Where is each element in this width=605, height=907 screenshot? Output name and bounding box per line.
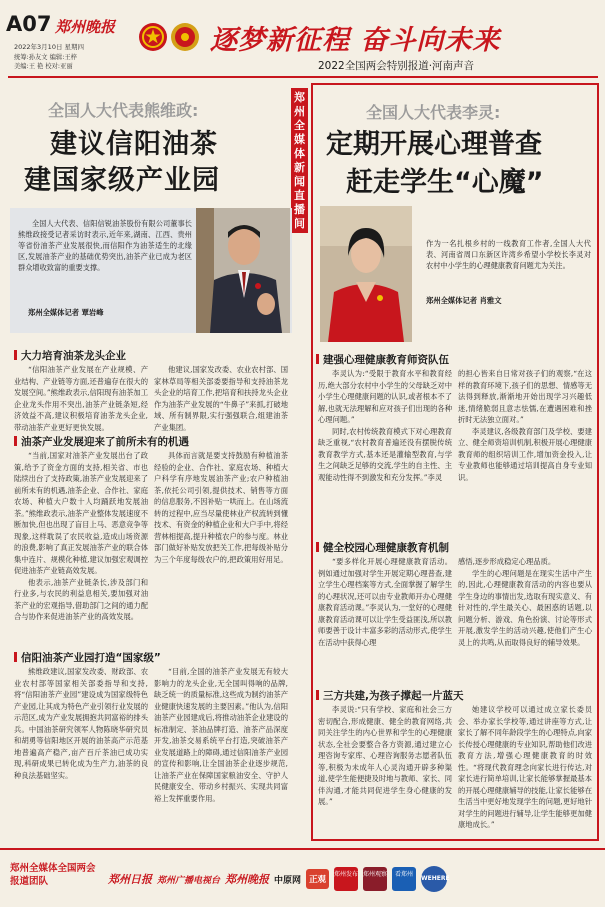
footer-label-text: 郑州全媒体全国两会报道团队 bbox=[10, 863, 96, 887]
footer-bar bbox=[0, 848, 605, 907]
right-s2-col-b bbox=[458, 556, 592, 648]
paper-name-logo: 郑州晚报 bbox=[55, 18, 116, 36]
issue-date: 2022年3月10日 星期四 bbox=[14, 43, 85, 51]
editors-line-1: 统筹:孙友文 编辑:王梓 bbox=[14, 54, 77, 61]
right-section-1-heading: 建强心理健康教育师资队伍 bbox=[316, 352, 449, 367]
left-headline-line-1: 建议信阳油茶 bbox=[50, 129, 218, 160]
left-s1-col-a bbox=[14, 364, 148, 433]
right-s2-paragraph: 学生的心理问题是在现实生活中产生的,因此,心理健康教育活动的内容也要从学生身边的事情出发,选取有现实意义、有针对性的,学生最关心、最困惑的话题,以问题分析、游戏、角色扮演、讨论等形式开展,激发学生的活动兴趣,使他们产生心灵上的共鸣,从而取得良好的辅导效果。 bbox=[458, 568, 592, 647]
left-section-3-heading: 信阳油茶产业园打造“国家级” bbox=[14, 650, 161, 665]
masthead-divider bbox=[8, 76, 598, 78]
footer-label bbox=[10, 862, 102, 888]
logo-zhengzhou-fabu: 郑州发布 bbox=[334, 867, 358, 891]
logo-wehere: WEHERE bbox=[421, 866, 447, 892]
right-s1-paragraph: 的担心皆来自日常对孩子们的观察,“在这样的教育环境下,孩子们的思想、情感等无法得到释放,渐渐地开始出现学习兴趣低迷,情绪脆弱且意志怯懦,在遭遇困难和挫折时无法独立面对。” bbox=[458, 369, 592, 424]
left-intro-text bbox=[18, 218, 192, 273]
left-s2-paragraph: “当前,国家对油茶产业发展出台了政策,给予了资金方面的支持,相关省、市也陆续出台了支持政策,油茶产业发展迎来了前所未有的机遇,油茶企业、合作社、家庭农场、种植大户数十人均踊跃地发展油茶。”熊维政表示,油茶产业整体发展速度不断加快,但也出现了盲目上马、恶意竞争等现象,这样耽误了农民收益,造成山场资源的浪费,影响了真正发展油茶产业的联合体集中连片、规模化种植,建议加强宏观调控促进油茶产业链高效发展。 bbox=[14, 451, 148, 575]
left-s2-paragraph: 他表示,油茶产业链条长,涉及部门和行业多,与农民的利益息相关,要加强对油茶产业的宏观指导,借助部门之间的通力配合与协作来促进油茶产业的高效发展。 bbox=[14, 577, 148, 621]
right-kicker: 全国人大代表李灵: bbox=[366, 103, 501, 122]
left-s2-col-b bbox=[154, 450, 288, 565]
left-s1-paragraph: 他建议,国家发改委、农业农村部、国家林草局等相关部委要指导和支持油茶龙头企业的培育工作,把培育和扶持龙头企业作为油茶产业发展的“牛鼻子”来抓,打破地域、所有制界限,实行强强联合,组建油茶产业集团。 bbox=[154, 365, 288, 432]
left-kicker: 全国人大代表熊维政: bbox=[48, 101, 199, 120]
footer-logos bbox=[108, 864, 602, 894]
masthead bbox=[0, 0, 605, 78]
page-number: A07 bbox=[6, 12, 52, 36]
right-s3-paragraph: 她建议学校可以通过成立家长委员会、举办家长学校等,通过讲座等方式,让家长了解不同年龄段学生的心理特点,向家长传授心理健康的专业知识,帮助他们改进教育方法,增强心理健康教育的时效性。“将现代教育理念向家长进行传达,对家长进行简单培训,让家长能够掌握最基本的开展心理健康辅导的技能,让家长能够在生活当中更好地发现学生的问题,更好地针对学生的问题进行辅导,让学生能够更加健康地成长。” bbox=[458, 705, 592, 829]
right-s1-col-b bbox=[458, 368, 592, 483]
left-byline: 郑州全媒体记者 覃岩峰 bbox=[28, 308, 104, 317]
left-s2-paragraph: 具体而言就是要支持鼓励有种植油茶经验的企业、合作社、家庭农场、种植大户科学有序地发展油茶产业;农户种植油茶,依托公司引领,提供技术、销售等方面的信息服务,不因补贴一哄而上。在山场流转的过程中,应当尽量使林业产权流转到懂技术、有资金的种植企业和大户手中,将经营林相提高,提升种植农户的参与度。林业部门做好补贴发放把关工作,把每级补贴分为三个年度每级农户的,把政策用好用足。 bbox=[154, 451, 288, 564]
right-section-2-heading: 健全校园心理健康教育机制 bbox=[316, 540, 449, 555]
left-headline-line-2: 建国家级产业园 bbox=[24, 165, 220, 196]
right-section-3-heading: 三方共建,为孩子撑起一片蓝天 bbox=[316, 688, 464, 703]
cppcc-emblem-icon bbox=[170, 22, 200, 52]
left-s3-paragraph: 熊维政建议,国家发改委、财政部、农业农村部等国家相关部委指导和支持,将“信阳油茶产业园”建设成为国家级特色产业园,让其成为特色产业引领行业发展的示范区,成为产业发展拥抱共同富裕的排头兵。中国油茶研究领军人物陈晓华研究员和胡勇等信阳地区开展的油茶高产示范基地普遍高产稳产,亩产百斤茶油已成功实现,科研成果已转化成为生产力,油茶的良种良法基础坚实。 bbox=[14, 667, 148, 780]
left-s1-col-b bbox=[154, 364, 288, 433]
national-emblem-icon bbox=[138, 22, 168, 52]
left-s2-col-a bbox=[14, 450, 148, 623]
masthead-subtitle-text: 2022全国两会特别报道·河南声音 bbox=[318, 60, 475, 72]
left-section-1-heading: 大力培育油茶龙头企业 bbox=[14, 348, 126, 363]
right-intro-body: 作为一名扎根乡村的一线教育工作者,全国人大代表、河南省周口东新区许湾乡希望小学校长李灵对农村中小学生的心理健康教育问题尤为关注。 bbox=[426, 239, 591, 270]
logo-zynews: 中原网 bbox=[274, 875, 302, 886]
left-s3-paragraph: “目前,全国的油茶产业发展无有较大影响力的龙头企业,无全国叫得响的品牌,缺乏统一的质量标准,这些成为制约油茶产业健康快速发展的主要因素。”他认为,信阳油茶产业园建成后,将推动油茶企业建设的标准制定、茶油品牌打造、油茶产品深度开发,油茶交易系统平台打造,突破油茶产业发展道路上的障碍,通过信阳油茶产业园的宣传和影响,让全国油茶企业逐步规范,让油茶产业在保障国家粮油安全、守护人民健康安全、带动乡村振兴、实现共同富裕上发挥重要作用。 bbox=[154, 667, 288, 803]
right-s2-paragraph: 感悟,逐步形成稳定心理品质。 bbox=[458, 557, 556, 566]
masthead-subtitle bbox=[318, 58, 474, 73]
left-s1-paragraph: “信阳油茶产业发展在产业规模、产业结构、产业链等方面,还普遍存在很大的发展空间。”熊维政表示,信阳现有油茶加工企业龙头作用不突出,油茶产业链条短,经济效益不高,建议积极培育油茶龙头企业,带动油茶产业更好更快发展。 bbox=[14, 365, 148, 432]
left-s3-col-b bbox=[154, 666, 288, 804]
vertical-banner-text: 郑州全媒体新闻直播间 bbox=[294, 91, 305, 230]
right-s2-paragraph: “要多样化开展心理健康教育活动。例如通过加强对学生开展定期心理普查,建立学生心理档案等方式,全面掌握了解学生的心理状况,还可以由专业教师开办心理健康教育活动课。”李灵认为,一堂好的心理健康教育活动课可以让学生受益匪浅,所以教师要善于设计丰富多彩的活动形式,使学生在活动中获得心理 bbox=[318, 557, 452, 647]
right-s1-col-a bbox=[318, 368, 452, 483]
right-byline: 郑州全媒体记者 肖雅文 bbox=[426, 296, 502, 305]
masthead-slogan: 逐梦新征程 奋斗向未来 bbox=[210, 25, 501, 56]
right-s3-col-b bbox=[458, 704, 592, 831]
photo-li-ling bbox=[320, 206, 412, 342]
right-s1-paragraph: 李灵建议,各级教育部门及学校、要建立、健全师资培训机制,积极开展心理健康教育师的组织培训工作,增加资金投入,让专业教师也能够通过培训提高自身专业知识。 bbox=[458, 426, 592, 482]
right-s3-paragraph: 李灵说:“只有学校、家庭和社会三方密切配合,形成健康、健全的教育网络,共同关注学生的内心世界和学生的心理健康状态,全社会要整合各方资源,通过建立心理咨询专家库、心理咨询服务志愿者队伍等,积极为未成年人心灵沟通开辟多种渠道,使学生能便捷及时地与教师、家长、同伴沟通,才能共同促进学生身心健康的发展。” bbox=[318, 705, 452, 806]
left-s3-col-a bbox=[14, 666, 148, 781]
right-headline-block bbox=[312, 84, 598, 204]
vertical-banner bbox=[291, 88, 308, 233]
logo-zhengzhou-evening: 郑州晚报 bbox=[225, 873, 270, 886]
right-intro-text bbox=[426, 238, 591, 271]
logo-zhengzhou-guancha: 郑州观察 bbox=[363, 867, 387, 891]
right-s3-col-a bbox=[318, 704, 452, 808]
left-section-2-heading: 油茶产业发展迎来了前所未有的机遇 bbox=[14, 434, 189, 449]
editors-line-2: 美编:王 艳 校对:亚丽 bbox=[14, 63, 73, 70]
logo-zhengguan: 正观 bbox=[306, 869, 329, 889]
right-headline-line-1: 定期开展心理普查 bbox=[326, 129, 542, 160]
photo-xiong-weizheng bbox=[196, 208, 290, 333]
left-intro-body: 全国人大代表、信阳信锐油茶股份有限公司董事长熊维政接受记者采访时表示,近年来,湖南、江西、贵州等省份油茶产业发展很快,而信阳作为油茶适生的北缘区,发展油茶产业的基础优势突出,油茶产业已成为老区群众增收致富的重要支撑。 bbox=[18, 219, 192, 272]
logo-kan-zhengzhou: 看郑州 bbox=[392, 867, 416, 891]
right-s2-col-a bbox=[318, 556, 452, 648]
right-s1-paragraph: 同时,农村传统教育模式下对心理教育缺乏重视,“农村教育普遍还没有摆脱传统教育教学方式,基本还是灌输型教育,与学生之间缺乏足够的交流,学生的自主性、主观能动性得不到激发和充分发挥。”李灵 bbox=[318, 426, 452, 482]
logo-zhengzhou-daily: 郑州日报 bbox=[108, 873, 152, 886]
right-s1-paragraph: 李灵认为:“受限于教育水平和教育经历,绝大部分农村中小学生的父母缺乏对中小学生心理健康问题的认识,或者根本不了解,也就无法理解和应对孩子们出现的各种心理问题。” bbox=[318, 369, 452, 424]
right-headline-line-2: 赶走学生“心魔” bbox=[346, 167, 544, 198]
left-headline-block bbox=[0, 80, 290, 200]
logo-zhengzhou-tv: 郑州广播电视台 bbox=[157, 875, 221, 886]
